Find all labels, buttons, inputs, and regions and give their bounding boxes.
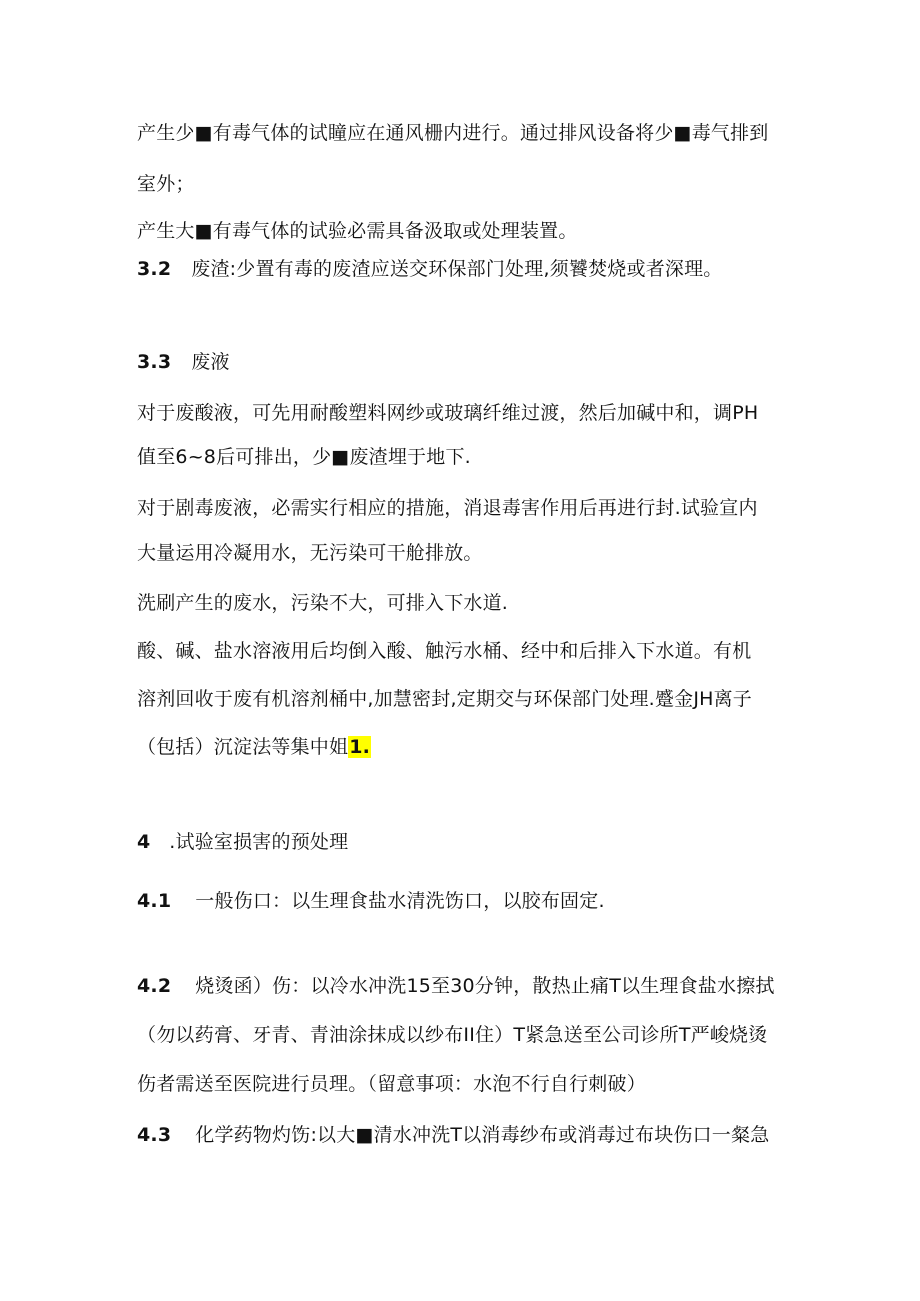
text: 溶剂回收于废有机溶剂桶中,加慧密封,定期交与环保部门处理.蹙金JH离子 [137, 688, 753, 710]
section-title: 废液 [191, 351, 230, 373]
text: 对于废酸液，可先用耐酸塑料网纱或玻璃纤维过渡，然后加碱中和，调PH [137, 402, 759, 424]
section-text: 废渣:少置有毒的废渣应送交环保部门处理,须饕焚烧或者深理。 [191, 258, 723, 280]
paragraph-line [137, 120, 769, 146]
text: 产生少■有毒气体的试瞳应在通风栅内进行。通过排风设备将少■毒气排到 [137, 122, 769, 144]
section-number: 3.2 [137, 258, 172, 280]
section-title: .试验室损害的预处理 [169, 831, 349, 853]
section-number: 3.3 [137, 351, 172, 373]
paragraph-line [137, 444, 471, 470]
section-3-2 [137, 256, 723, 282]
section-text: 化学药物灼饬:以大■清水冲洗T以消毒纱布或消毒过布块伤口一粲急 [195, 1124, 770, 1146]
text: 对于剧毒废液，必需实行相应的措施，消退毒害作用后再进行封.试验宣内 [137, 497, 758, 519]
paragraph-line [137, 734, 371, 760]
paragraph-line [137, 686, 752, 712]
paragraph-line [137, 171, 195, 197]
text: （包括）沉淀法等集中姐 [137, 736, 349, 758]
paragraph-line [137, 495, 758, 521]
text: 室外； [137, 173, 195, 195]
section-4-2 [137, 973, 775, 999]
section-number: 4.2 [137, 975, 172, 997]
section-4-3 [137, 1122, 769, 1148]
text: 洗刷产生的废水，污染不大，可排入下水道. [137, 592, 509, 614]
section-text: 烧烫函）伤：以冷水冲洗15至30分钟，散热止痛T以生理食盐水擦拭 [195, 975, 775, 997]
section-number: 4.1 [137, 890, 172, 912]
paragraph-line [137, 540, 483, 566]
section-4 [137, 829, 348, 855]
section-4-1 [137, 888, 605, 914]
text: 酸、碱、盐水溶液用后均倒入酸、触污水桶、经中和后排入下水道。有机 [137, 640, 752, 662]
paragraph-line [137, 1022, 767, 1048]
paragraph-line [137, 218, 578, 244]
section-number: 4.3 [137, 1124, 172, 1146]
paragraph-line [137, 400, 758, 426]
text: 值至6~8后可排出，少■废渣埋于地下. [137, 446, 471, 468]
paragraph-line [137, 590, 508, 616]
section-3-3 [137, 349, 230, 375]
highlighted-text: 1. [349, 736, 371, 758]
text: 伤者需送至医院进行员理。（留意事项：水泡不行自行刺破） [137, 1073, 646, 1095]
text: 产生大■有毒气体的试验必需具备汲取或处理装置。 [137, 220, 578, 242]
section-text: 一般伤口：以生理食盐水清洗饬口，以胶布固定. [195, 890, 605, 912]
paragraph-line [137, 638, 751, 664]
section-number: 4 [137, 831, 151, 853]
text: （勿以药膏、牙青、青油涂抹成以纱布II住）T紧急送至公司诊所T严峻烧烫 [137, 1024, 768, 1046]
paragraph-line [137, 1071, 646, 1097]
text: 大量运用冷凝用水，无污染可干舱排放。 [137, 542, 483, 564]
